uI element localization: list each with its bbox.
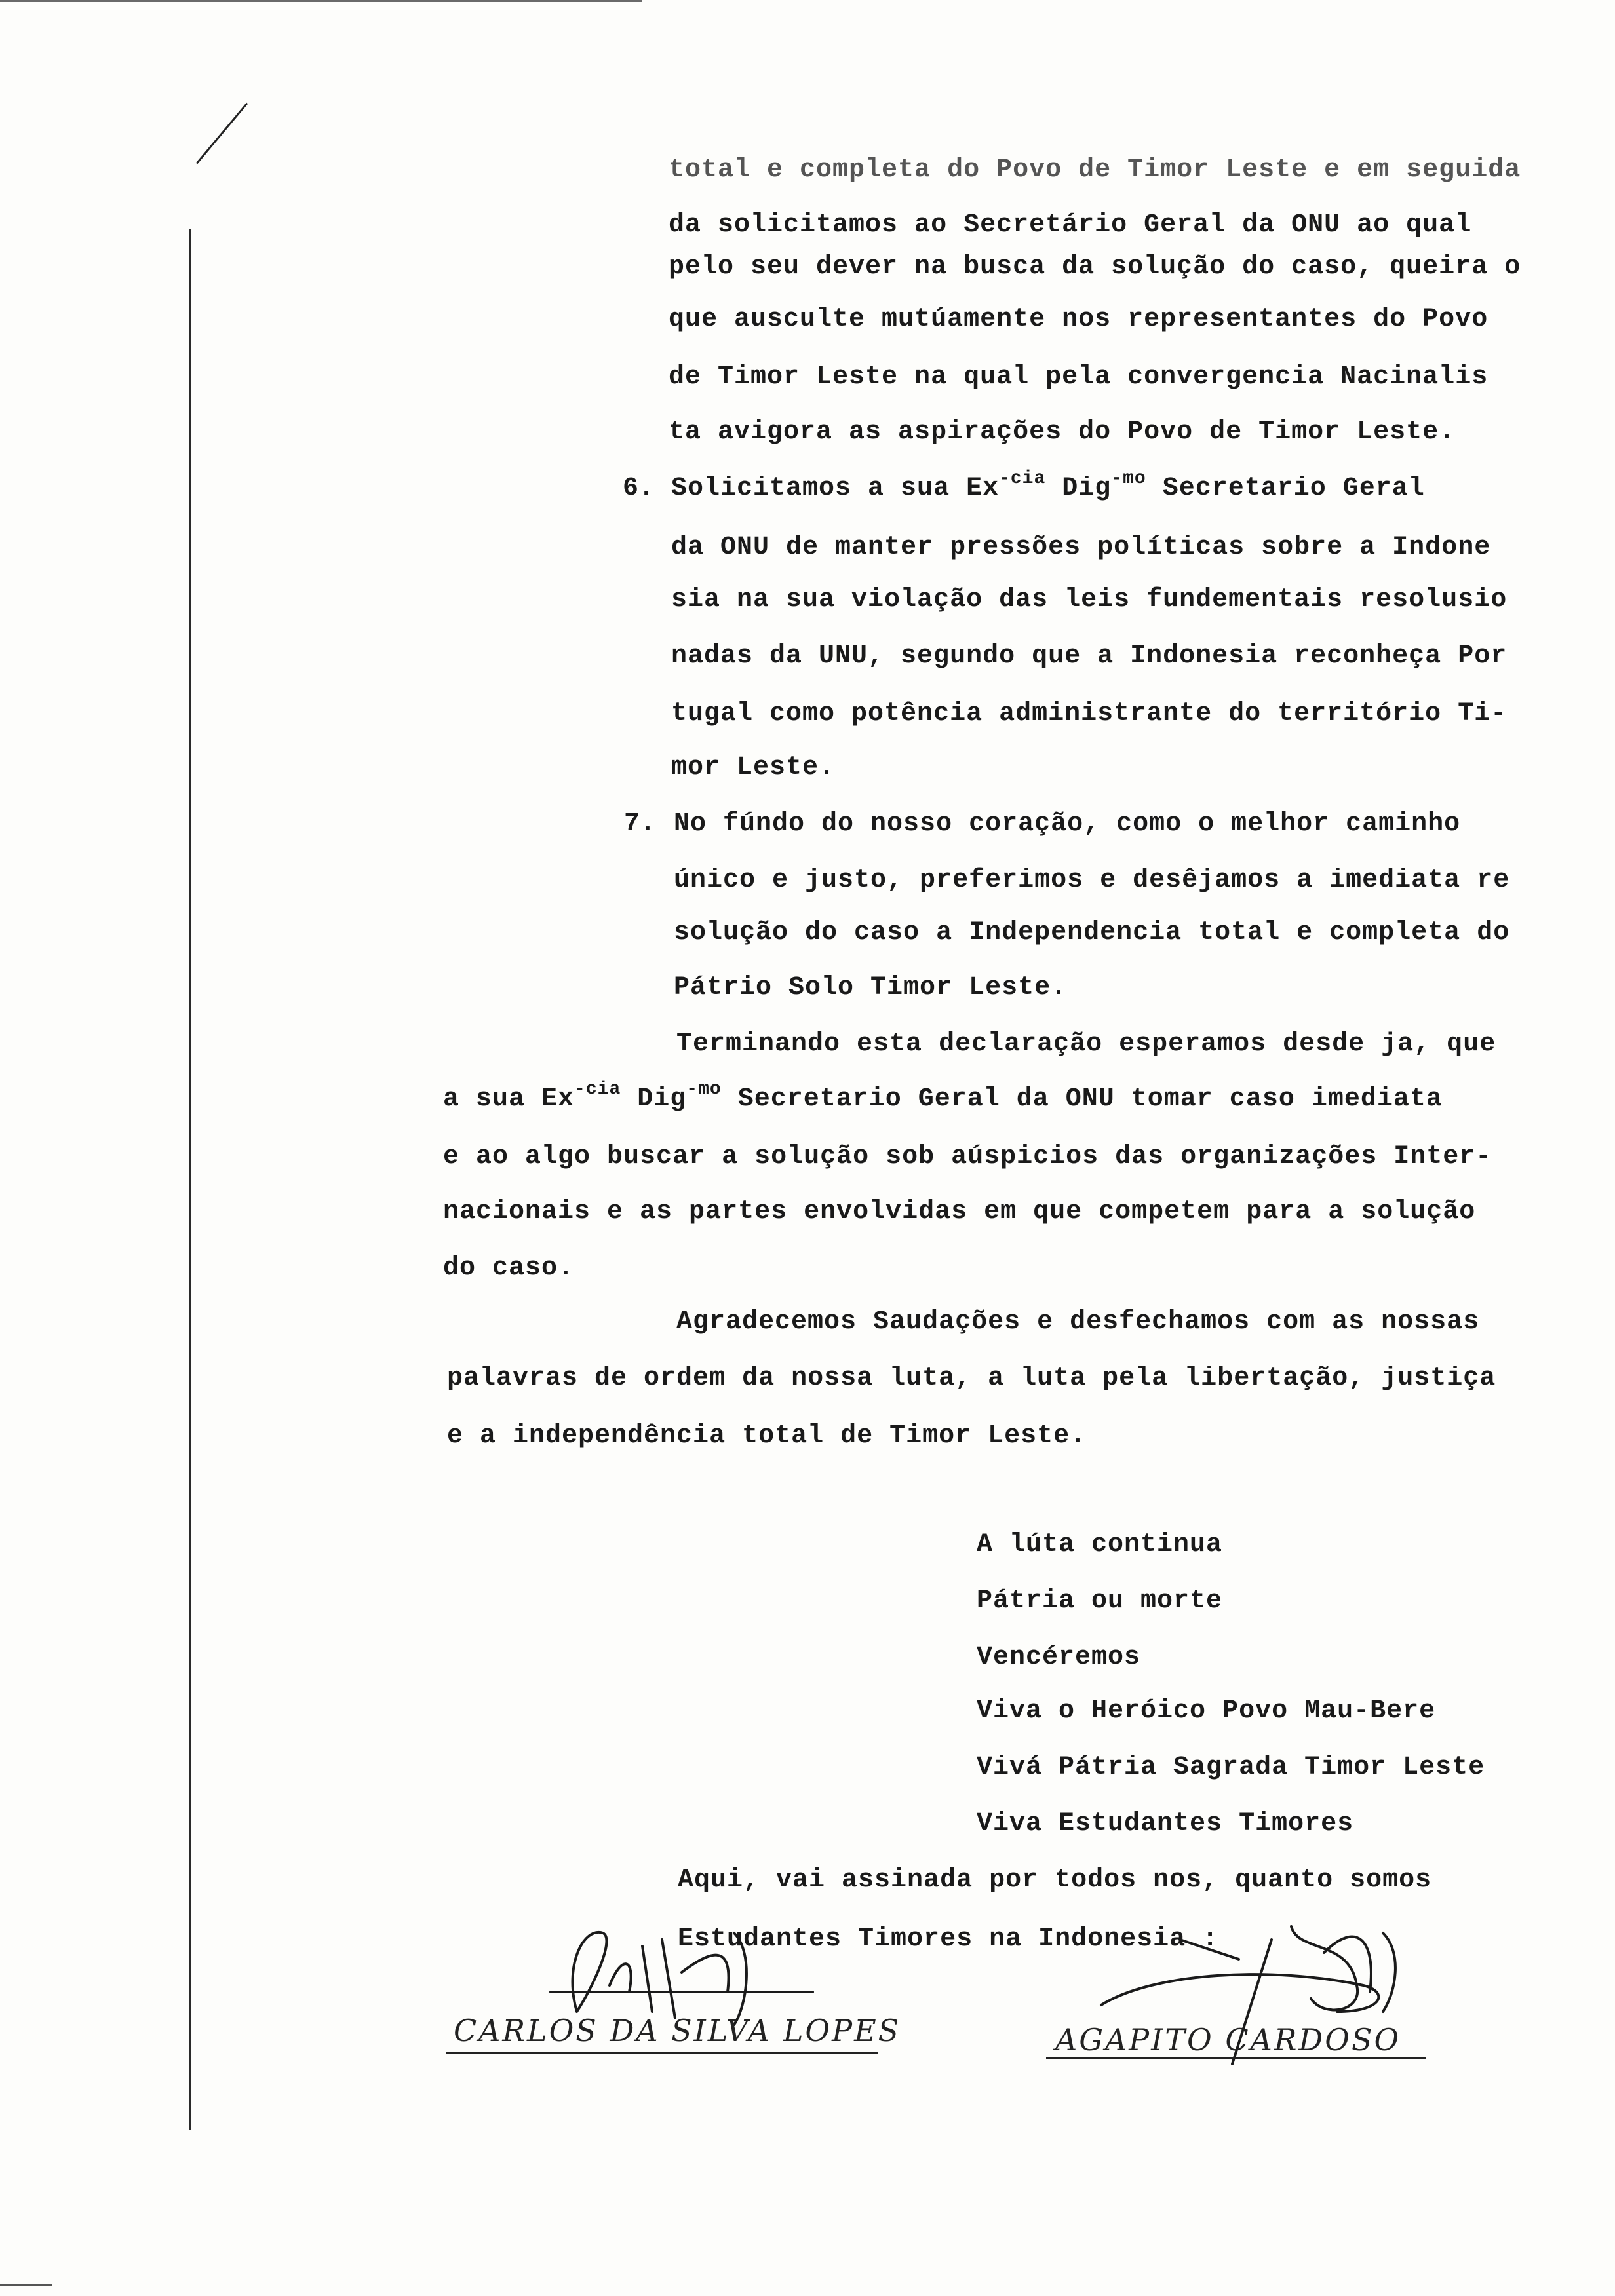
body-line: sia na sua violação das leis fundementais resolusio <box>671 585 1508 615</box>
signatory-name-2: AGAPITO CARDOSO <box>1055 2022 1401 2057</box>
item-number: 6. <box>623 474 655 503</box>
body-line: ta avigora as aspirações do Povo de Timor Leste. <box>669 417 1456 447</box>
body-line: Agradecemos Saudações e desfechamos com as nossas <box>676 1307 1480 1337</box>
text-segment: a sua Ex <box>443 1084 575 1114</box>
body-line: da solicitamos ao Secretário Geral da ONU ao qual <box>669 210 1472 240</box>
slogan-line: A lúta continua <box>977 1530 1223 1559</box>
body-line: e a independência total de Timor Leste. <box>447 1421 1087 1451</box>
body-line: tugal como potência administrante do território Ti- <box>671 699 1508 729</box>
left-margin-line <box>189 229 191 2130</box>
signatory-name-1: CARLOS DA SILVA LOPES <box>454 2013 901 2048</box>
superscript: -cia <box>999 469 1046 489</box>
superscript: -mo <box>686 1079 722 1100</box>
body-line: No fúndo do nosso coração, como o melhor caminho <box>674 809 1461 839</box>
slogan-line: Vivá Pátria Sagrada Timor Leste <box>977 1753 1485 1782</box>
slogan-line: Viva o Heróico Povo Mau-Bere <box>977 1696 1436 1726</box>
top-edge-rule <box>0 0 642 2</box>
body-line: solução do caso a Independencia total e completa do <box>674 918 1510 947</box>
body-line: total e completa do Povo de Timor Leste e em seguida <box>669 155 1521 185</box>
body-line: Estudantes Timores na Indonesia : <box>678 1924 1219 1954</box>
body-line: Aqui, vai assinada por todos nos, quanto somos <box>678 1866 1432 1895</box>
body-line: Pátrio Solo Timor Leste. <box>674 973 1068 1003</box>
body-line: nadas da UNU, segundo que a Indonesia reconheça Por <box>671 641 1508 671</box>
signature-line-1 <box>446 2052 878 2054</box>
slogan-line: Vencéremos <box>977 1643 1141 1672</box>
margin-slash-mark <box>196 103 248 164</box>
text-segment: Dig <box>621 1084 687 1114</box>
signature-line-2 <box>1046 2057 1426 2059</box>
text-segment: Secretario Geral <box>1146 474 1425 503</box>
body-line: palavras de ordem da nossa luta, a luta pela libertação, justiça <box>447 1364 1496 1393</box>
body-line: único e justo, preferimos e desêjamos a imediata re <box>674 866 1510 895</box>
bottom-edge-rule <box>0 2284 52 2286</box>
body-line: mor Leste. <box>671 753 836 782</box>
text-segment: Dig <box>1045 474 1112 503</box>
body-line: e ao algo buscar a solução sob aúspicios das organizações Inter- <box>443 1142 1492 1172</box>
superscript: -mo <box>1111 469 1146 489</box>
body-line: que ausculte mutúamente nos representantes do Povo <box>669 305 1489 334</box>
closing-second-line <box>443 1079 1443 1115</box>
body-line: do caso. <box>443 1253 575 1283</box>
superscript: -cia <box>574 1079 621 1100</box>
body-line: da ONU de manter pressões políticas sobre a Indone <box>671 533 1491 562</box>
body-line: Terminando esta declaração esperamos desde ja, que <box>676 1029 1496 1059</box>
body-line: de Timor Leste na qual pela convergencia Nacinalis <box>669 362 1489 392</box>
text-segment: Solicitamos a sua Ex <box>671 474 1000 503</box>
text-segment: Secretario Geral da ONU tomar caso imediata <box>721 1084 1443 1114</box>
item-number: 7. <box>624 809 656 839</box>
slogan-line: Pátria ou morte <box>977 1586 1223 1616</box>
body-line: pelo seu dever na busca da solução do caso, queira o <box>669 252 1521 282</box>
body-line: nacionais e as partes envolvidas em que competem para a solução <box>443 1197 1476 1227</box>
item-6-first-line <box>671 469 1425 505</box>
slogan-line: Viva Estudantes Timores <box>977 1809 1354 1839</box>
